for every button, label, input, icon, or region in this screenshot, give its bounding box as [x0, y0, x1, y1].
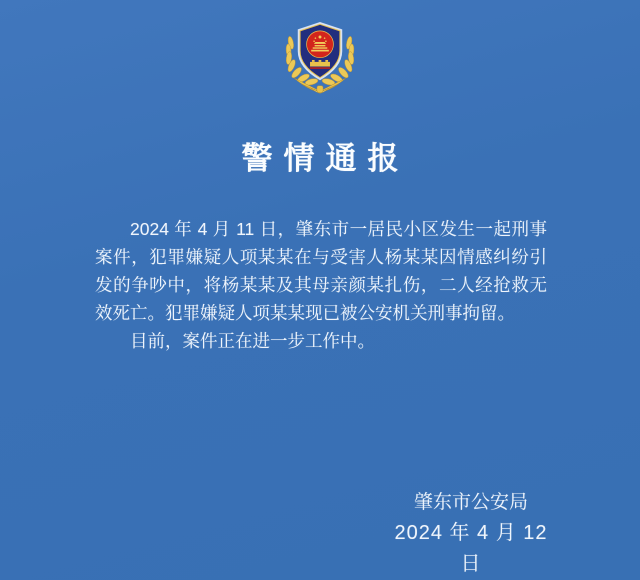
notice-title: 警情通报 — [241, 141, 410, 176]
signature-block — [388, 487, 554, 580]
notice-body — [95, 215, 547, 355]
china-police-emblem-icon — [274, 15, 366, 95]
agency-name: 肇东市公安局 — [413, 492, 528, 513]
body-paragraph-1: 2024 年 4 月 11 日，肇东市一居民小区发生一起刑事案件，犯罪嫌疑人项某某在与受害人杨某某因情感纠纷引发的争吵中，将杨某某及其母亲颜某扎伤，二人经抢救无效死亡。犯罪嫌疑人项某某现已被公安机关刑事拘留。 — [95, 219, 547, 323]
body-paragraph-2: 目前，案件正在进一步工作中。 — [130, 331, 375, 351]
notice-date: 2024 年 4 月 12 日 — [394, 522, 548, 575]
